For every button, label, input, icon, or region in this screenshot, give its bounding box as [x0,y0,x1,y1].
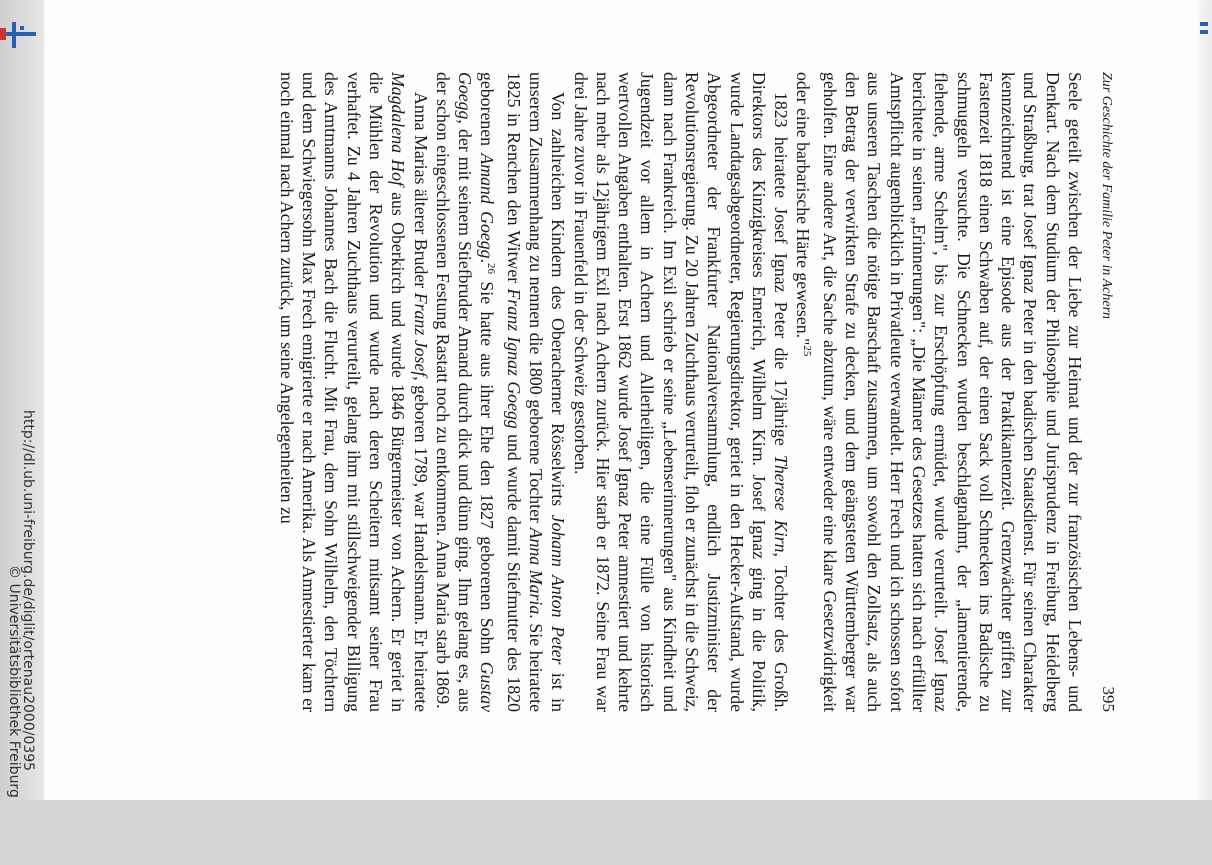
text-run: und wurde damit Stiefmutter des 1820 geborenen [477,72,524,712]
text-run: Von zahlreichen Kindern des Oberacherner Rösselwirts [548,92,569,515]
footnote-ref: 25 [801,345,814,357]
text-run: ist in unserem Zusammenhang zu nennen die 1800 geborene Tochter [525,72,569,712]
body-text [275,72,1086,712]
copyright-notice: © Universitätsbibliothek Freiburg [6,565,22,798]
body-paragraph [432,72,570,712]
italic-name: Franz Josef [410,292,431,377]
text-run: Sie hatte aus ihrer Ehe den 1827 geborenen Sohn [477,274,498,662]
text-run: aus Oberkirch und wurde 1846 Bürgermeister von Achern. Er geriet in die Mühlen der Revolution und wurde nach deren Scheitern mitsamt seiner Frau verhaftet. Zu 4 Jahren Zuchthaus verurteilt, gelang ihm mit stillschweigender Billigung des Amtmanns Johannes Bach die Flucht. Mit Frau, dem Sohn Wilhelm, den Töchtern und dem Schwiegersohn Max Frech emigrierte er nach Amerika. Als Amnestierter kam er noch einmal nach Achern zurück, um seine Angelegenheiten zu [276,72,409,712]
text-run: Anna Marias älterer Bruder [410,92,431,293]
footnote-ref: 26 [485,263,498,275]
italic-name: Gustav Goegg [455,72,498,712]
body-paragraph [275,72,431,712]
text-run: 1823 heiratete Josef Ignaz Peter die 17jährige [771,92,792,455]
italic-name: Magdalena Hof [388,72,409,186]
italic-name: Franz Ignaz Goegg [503,288,524,429]
rotated-page-content [88,72,1118,712]
source-url[interactable]: http://dl.ub.uni-freiburg.de/diglit/ortenau2000/0395 [20,410,36,772]
running-head-title: Zur Geschichte der Familie Peter in Achern [1099,72,1114,320]
italic-name: Anna Maria [525,527,546,615]
text-run: , geboren 1789, war Handelsmann. Er heiratete [410,376,431,712]
body-paragraph [569,72,792,712]
italic-name: Therese Kirn [771,454,792,553]
text-run: Seele geteilt zwischen der Liebe zur Heimat und der zur französischen Lebens- und Denkart. Nach dem Studium der Philosophie und Jurisprudenz in Freiburg, Heidelberg und Straßburg, trat Josef Ignaz Peter in den badischen Staatsdienst. Für seinen Charakter kennzeichnend ist eine Episode aus der Praktikantenzeit. Grenzwächter griffen zur Fastenzeit 1818 einen Schwaben auf, der einen Sack voll Schnecken ins Badische zu schmuggeln versuchte. Die Schnecken wurden beschlagnahmt, der „lamentierende, flehende, arme Schelm", bis zur Erschöpfung ermüdet, wurde verurteilt. Josef Ignaz berichtete in seinen „Erinnerungen": „Die Männer des Gesetzes hatten sich nach erfüllter Amtspflicht augenblicklich in Privatleute verwandelt. Herr Frech und ich schossen sofort aus unseren Taschen die nötige Barschaft zusammen, um sowohl den Zollsatz, als auch den Betrag der verwirkten Strafe zu decken, und dem geängsteten Württemberger war geholfen. Eine andere Art, die Sache abzutun, wäre entweder eine klare Gesetzwidrigkeit oder eine barbarische Härte gewesen." [793,72,1085,712]
text-run: , Tochter des Großh. Direktors des Kinzigkreises Emerich, Wilhelm Kirn. Josef Ignaz ging in die Politik, wurde Landtagsabgeordneter, Regierungsdirektor, geriet in den Hecker-Aufstand, wurde Abgeordneter der Frankfurter Nationalversammlung, endlich Justizminister der Revolutionsregierung. Zu 20 Jahren Zuchthaus verurteilt, floh er zunächst in die Schweiz, dann nach Frankreich. Im Exil schrieb er seine „Lebenserinnerungen" aus Kindheit und Jugendzeit vor allem in Achern und Allerheiligen, die eine Fülle von historisch wertvollen Angaben enthalten. Erst 1862 wurde Josef Ignaz Peter amnestiert und kehrte nach mehr als 12jährigem Exil nach Achern zurück. Hier starb er 1872. Seine Frau war drei Jahre zuvor in Frauenfeld in der Schweiz gestorben. [570,72,792,712]
text-run: . [477,258,498,264]
body-paragraph [792,72,1086,712]
page-number: 395 [1099,686,1118,712]
edge-logo-icon [1200,22,1210,38]
text-run: , der mit seinem Stiefbruder Amand durch dick und dünn ging. Ihm gelang es, aus der schon eingeschlossenen Festung Rastatt noch zu entkommen. Anna Maria starb 1869. [432,72,476,712]
text-run: . Sie heiratete 1825 in Renchen den Witwer [503,72,546,712]
page-edge-shadow [1198,0,1212,800]
running-head [1094,72,1118,712]
library-logo-icon [0,22,36,48]
italic-name: Johann Anton Peter [548,514,569,665]
italic-name: Amand Goegg [477,153,498,259]
